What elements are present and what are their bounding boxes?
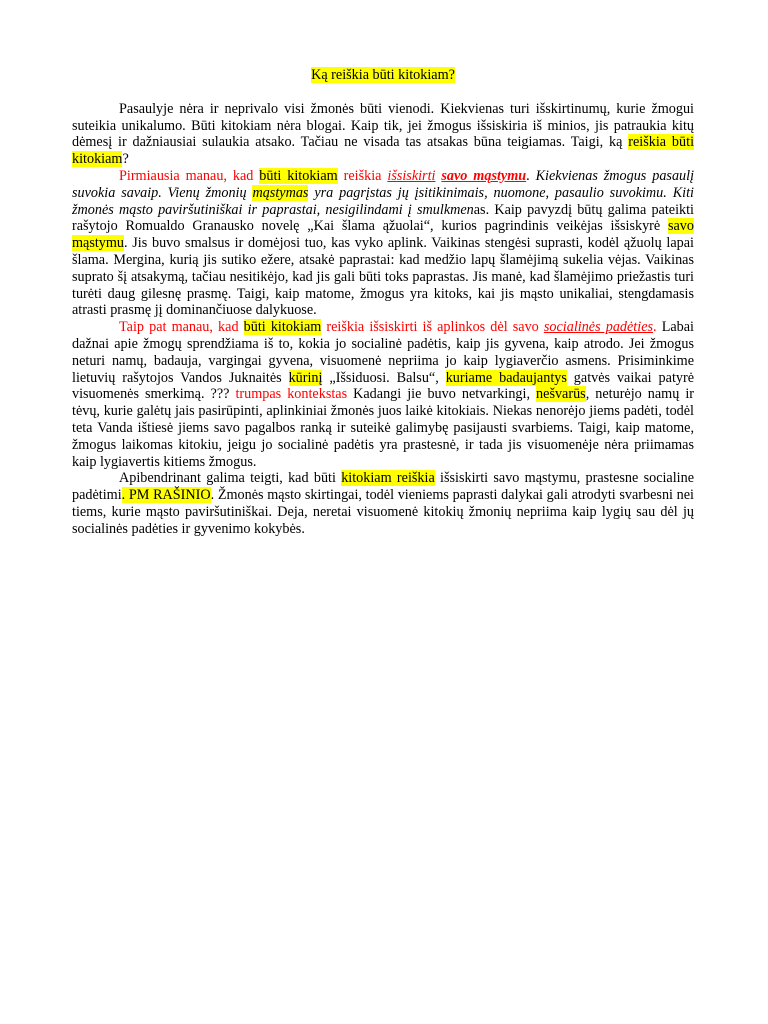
- arg1-text-6: . Jis buvo smalsus ir domėjosi tuo, kas vyko aplink. Vaikinas stengėsi suprasti, kodėl ąžuolų lapai šlama. Mergina, kurią jis sutiko ežere, atsakė paprastai: kad medžio lapų šlamėjimą sukelia vėjas. Vaikinas suprato šį atsakymą, tačiau nesitikėjo, kad jis gali būti toks paprastas. Jis manė, kad šlamėjimo priežastis turi turėti daug gilesnę prasmę. Taigi, kaip matome, žmogus yra kitoks, kai jis mąsto unikaliai, stengdamasis atrasti prasmę jį dominančiuose dalykuose.: [72, 235, 694, 319]
- arg2-text-6: gatvės vaikai patyrė visuomenės smerkimą. ???: [72, 369, 694, 403]
- intro-text: Pasaulyje nėra ir neprivalo visi žmonės būti vienodi. Kiekvienas turi išskirtinumų, kurie žmogui suteikia unikalumo. Būti kitokiam nėra blogai. Kaip tik, jei žmogus išsiskiria iš minios, jis patraukia kitų dėmesį ir dažniausiai sulaukia atsako. Tačiau ne visada tas atsakas būna teigiamas. Taigi, ką: [72, 100, 694, 151]
- arg2-lead: Taip pat manau, kad: [119, 319, 244, 336]
- arg1-underlined: išsiskirti: [387, 167, 436, 184]
- arg2-text-8: , neturėjo namų ir tėvų, kurie galėtų jais pasirūpinti, aplinkiniai žmonės juos laikė kitokiais. Niekas nenorėjo jiems padėti, todėl teta Vanda ištiesė jiems savo pagalbos ranką ir suteikė galimybę pasijausti svarbiems. Taigi, kaip matome, žmogus laikomas kitokiu, jeigu jo socialinė padėtis yra prastesnė, ir tada jis visuomenėje nėra priimamas kaip lygiavertis kitiems žmogus.: [72, 386, 695, 470]
- arg1-period: .: [526, 167, 536, 184]
- arg2-text-4: Labai dažnai apie žmogų sprendžiama iš to, kokia jo socialinė padėtis, kaip jis gyvena, kaip atrodo. Jei žmogus neturi namų, badauja, vargingai gyvena, visuomenė nepriima jo kaip lygiaverčio asmens. Prisiminkime lietuvių rašytojos Vandos Juknaitės: [72, 319, 694, 386]
- arg2-text-2: reiškia išsiskirti iš aplinkos dėl savo: [321, 319, 544, 336]
- intro-end: ?: [122, 151, 129, 168]
- title-highlight: Ką reiškia būti kitokiam?: [311, 67, 455, 83]
- arg2-highlight-3: kuriame badaujantys: [445, 369, 567, 386]
- arg2-highlight-1: būti kitokiam: [243, 319, 322, 336]
- arg1-italic-2: yra pagrįstas jų įsitikinimais, nuomone, pasaulio suvokimu. Kiti žmonės mąsto paviršutiniškai ir paprastai, nesigilindami į smulkmen: [72, 184, 694, 218]
- arg1-lead: Pirmiausia manau, kad: [119, 167, 260, 184]
- arg2-period: .: [653, 319, 662, 336]
- concl-text-3: . Žmonės mąsto skirtingai, todėl vieniems paprasti dalykai gali atrodyti svarbesni nei tiems, kurie mąsto paviršutiniškai. Deja, neretai visuomenė kitokių žmonių nepriima kaip lygių sau dėl jų socialinės padėties ir gyvenimo kokybės.: [72, 487, 694, 537]
- arg1-italic-1: Kiekvienas žmogus pasaulį suvokia savaip. Vienų žmonių: [72, 167, 695, 201]
- arg2-highlight-4: nešvarūs: [536, 386, 586, 403]
- paragraph-intro: [72, 101, 694, 168]
- document-page: [72, 67, 694, 538]
- arg2-red-note: trumpas kontekstas: [235, 386, 348, 403]
- concl-highlight-2: . PM RAŠINIO: [121, 487, 211, 504]
- intro-highlight: reiškia būti kitokiam: [72, 134, 695, 168]
- arg1-bold: savo mąstymu: [441, 167, 527, 184]
- arg2-text-5: „Išsiduosi. Balsu“,: [322, 369, 446, 386]
- arg2-text-7: Kadangi jie buvo netvarkingi,: [347, 386, 537, 403]
- paragraph-argument-2: [72, 319, 694, 470]
- arg1-highlight-3: savo mąstymu: [72, 218, 694, 252]
- arg1-highlight-2: mąstymas: [252, 184, 309, 201]
- paragraph-argument-1: [72, 168, 694, 319]
- concl-text-1: Apibendrinant galima teigti, kad būti: [119, 470, 342, 487]
- arg2-underlined: socialinės padėties: [543, 319, 654, 336]
- arg2-highlight-2: kūrinį: [288, 369, 323, 386]
- paragraph-conclusion: [72, 470, 694, 537]
- arg1-text-5: as. Kaip pavyzdį būtų galima pateikti rašytojo Romualdo Granausko novelę „Kai šlama ąžuolai“, kurios pagrindinis veikėjas išsiskyrė: [72, 201, 694, 235]
- concl-highlight-1: kitokiam reiškia: [341, 470, 435, 487]
- concl-text-2: išsiskirti savo mąstymu, prastesne socialine padėtimi: [72, 470, 695, 504]
- arg1-text-2: reiškia: [337, 167, 388, 184]
- arg1-highlight-1: būti kitokiam: [259, 167, 338, 184]
- essay-title: [72, 67, 694, 84]
